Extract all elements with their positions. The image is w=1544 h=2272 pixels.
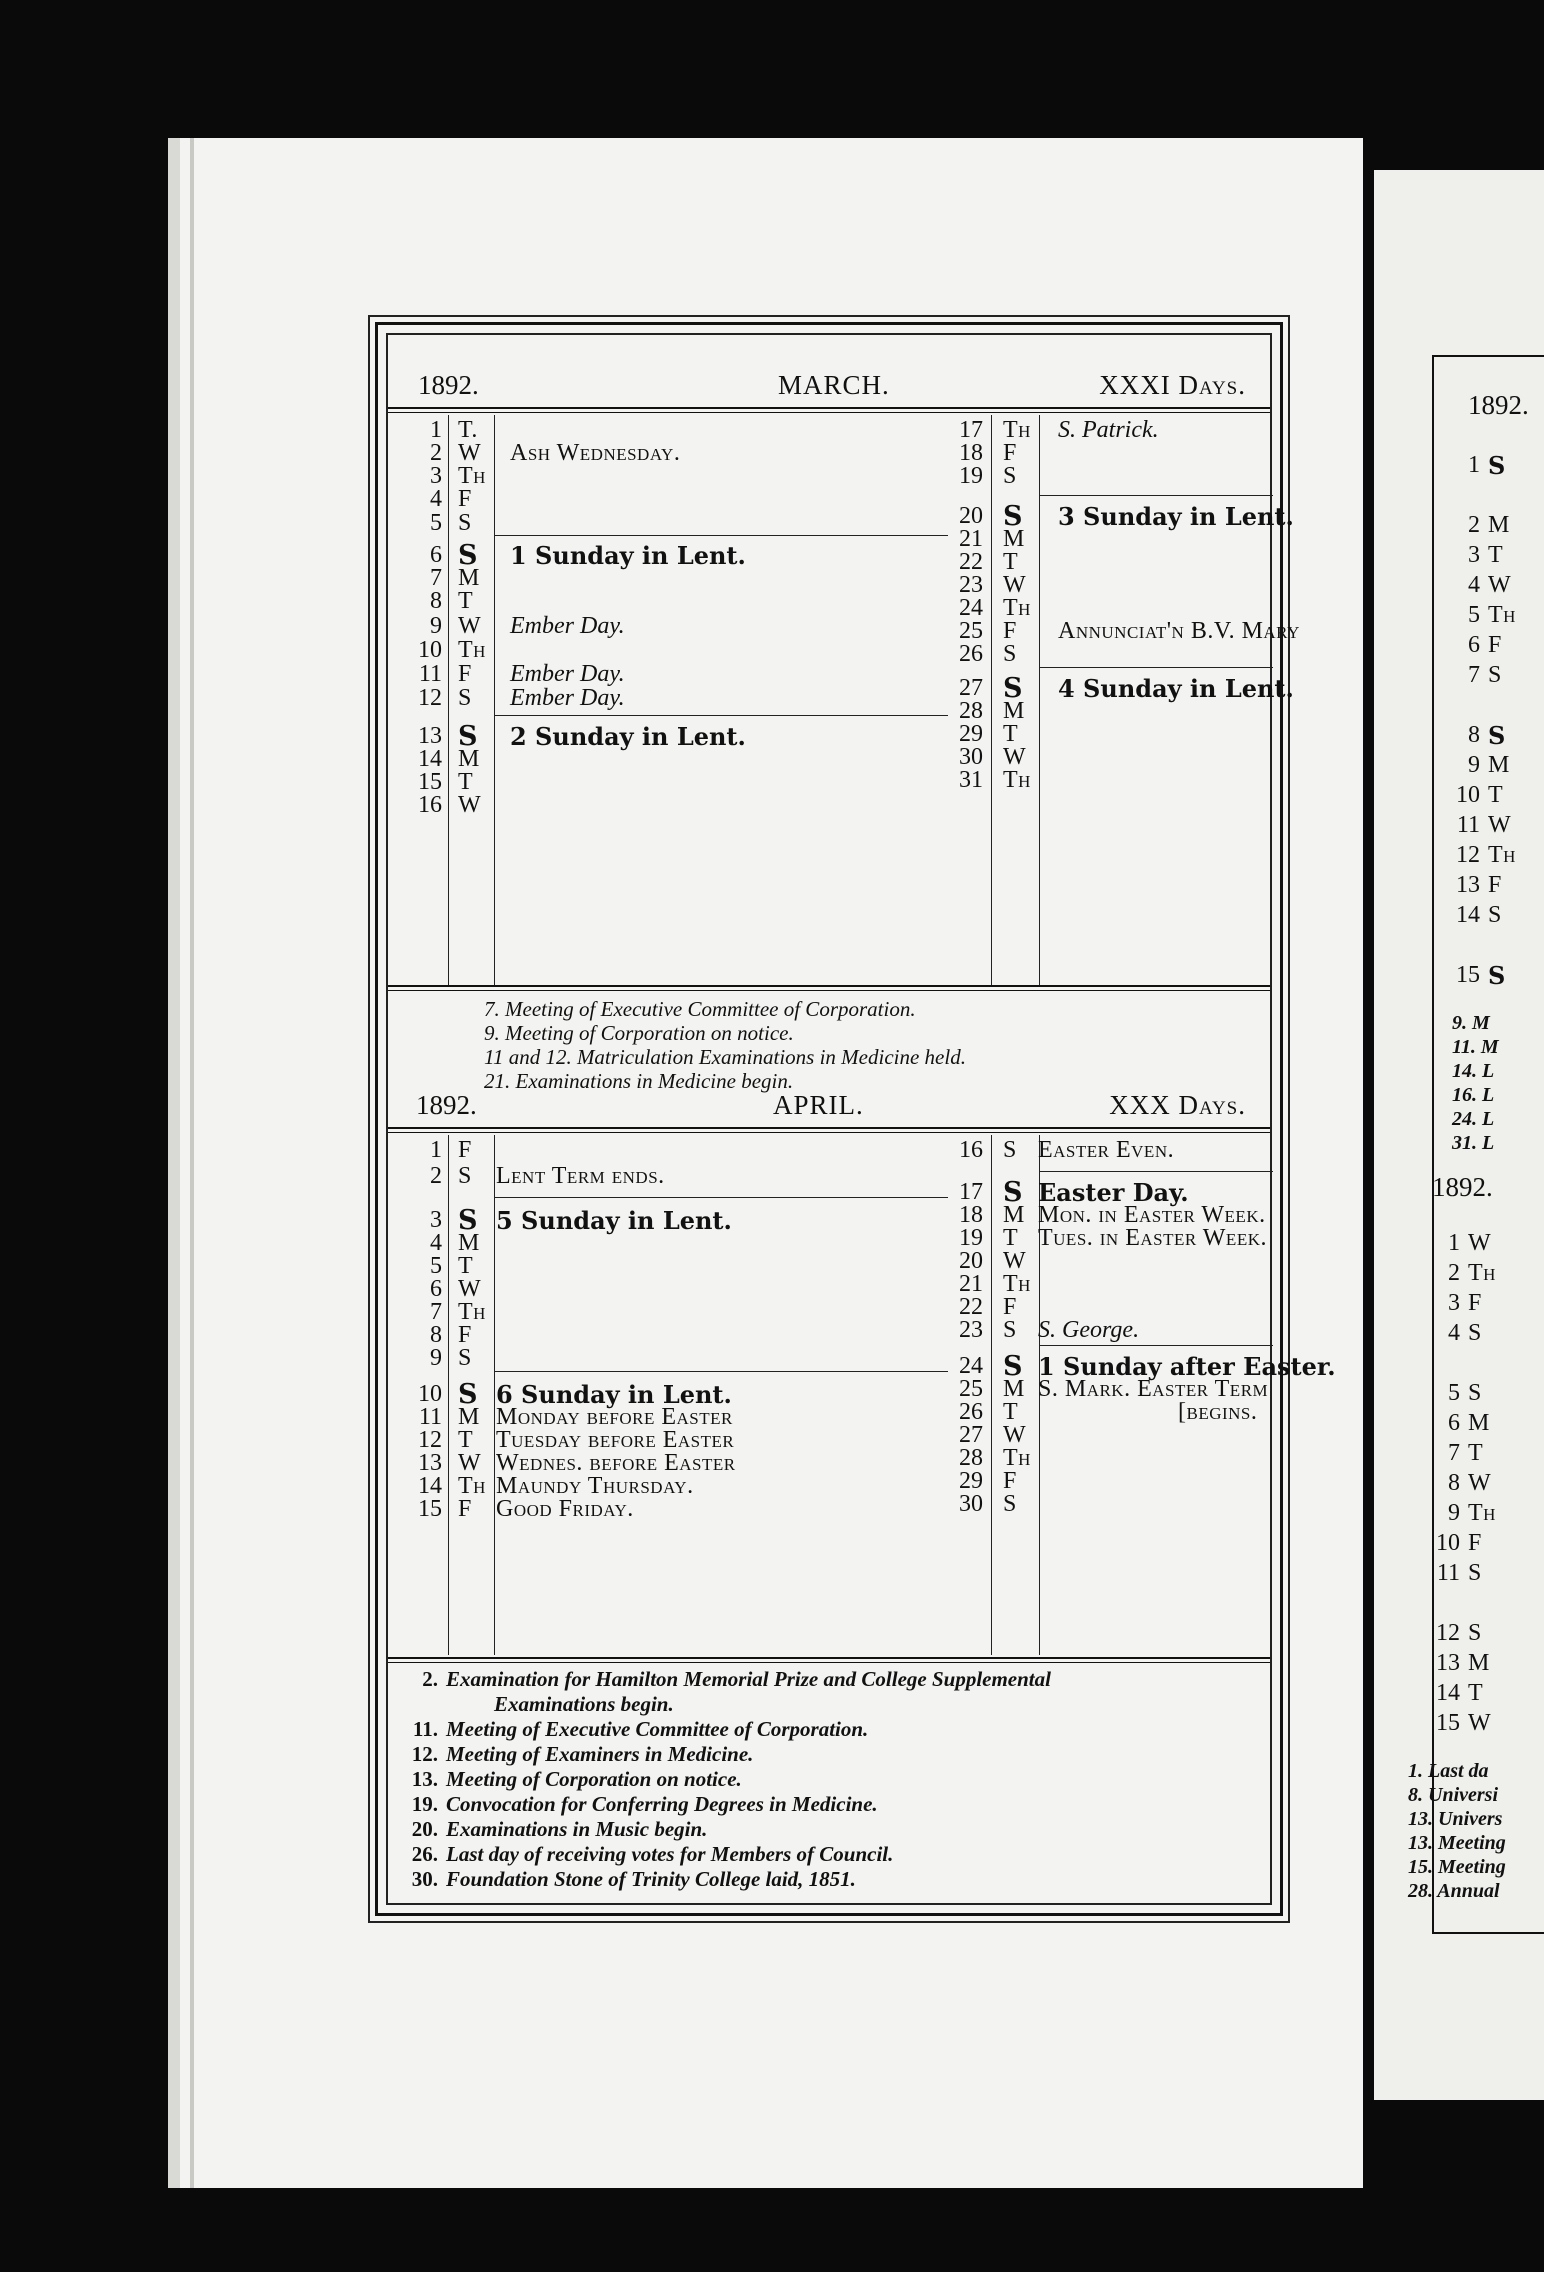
next-page-day-number: 4 xyxy=(1468,572,1480,598)
april-day-row xyxy=(953,1489,1273,1520)
april-note-text: Foundation Stone of Trinity College laid, 1851. xyxy=(446,1867,856,1891)
next-page-weekday: Th xyxy=(1488,842,1516,868)
april-event: 5 Sunday in Lent. xyxy=(496,1206,732,1235)
april-weekday: S xyxy=(458,1345,472,1371)
march-day-number: 2 xyxy=(430,440,442,466)
next-page-year-top: 1892. xyxy=(1468,390,1529,420)
next-page-weekday: W xyxy=(1468,1230,1492,1256)
april-note-number: 11. xyxy=(412,1717,438,1741)
march-day-number: 27 xyxy=(959,675,983,701)
next-page-weekday: S xyxy=(1468,1560,1482,1586)
march-event: Ash Wednesday. xyxy=(510,440,681,466)
april-day-number: 1 xyxy=(430,1137,442,1163)
april-day-number: 23 xyxy=(959,1317,983,1343)
april-days: XXX Days. xyxy=(1109,1090,1246,1120)
march-weekday: T xyxy=(458,588,474,614)
march-day-number: 1 xyxy=(430,417,442,443)
march-weekday: M xyxy=(1003,526,1025,552)
march-day-row xyxy=(953,461,1273,492)
march-header-rule xyxy=(388,407,1270,413)
april-left-half xyxy=(408,1135,948,1655)
april-note xyxy=(392,1792,1051,1817)
march-day-number: 30 xyxy=(959,744,983,770)
march-left-week-rule xyxy=(494,715,948,716)
march-weekday: F xyxy=(458,661,472,687)
april-event: Tuesday before Easter xyxy=(496,1427,735,1453)
next-page-day-number: 9 xyxy=(1468,752,1480,778)
april-note-number: 26. xyxy=(411,1842,438,1866)
april-event: Easter Day. xyxy=(1038,1178,1189,1207)
april-day-number: 6 xyxy=(430,1276,442,1302)
next-page-day-number: 15 xyxy=(1456,962,1480,988)
march-weekday: T xyxy=(1003,549,1019,575)
march-weekday: F xyxy=(458,486,472,512)
april-day-number: 20 xyxy=(959,1248,983,1274)
next-page-weekday: T xyxy=(1488,782,1504,808)
april-weekday: M xyxy=(1003,1376,1025,1402)
next-page-weekday: S xyxy=(1468,1620,1482,1646)
next-page-weekday: Th xyxy=(1488,602,1516,628)
april-weekday: Th xyxy=(1003,1445,1031,1471)
april-day-number: 29 xyxy=(959,1468,983,1494)
march-day-number: 19 xyxy=(959,463,983,489)
march-weekday: T xyxy=(458,769,474,795)
april-weekday: T xyxy=(1003,1399,1019,1425)
next-page-day-number: 3 xyxy=(1468,542,1480,568)
march-weekday: Th xyxy=(1003,417,1031,443)
april-day-number: 11 xyxy=(418,1404,442,1430)
april-event: Maundy Thursday. xyxy=(496,1473,694,1499)
next-page-weekday: W xyxy=(1468,1710,1492,1736)
april-day-row xyxy=(408,1343,948,1374)
next-page-weekday: M xyxy=(1468,1650,1490,1676)
april-weekday: M xyxy=(458,1230,480,1256)
next-page-day-number: 13 xyxy=(1436,1650,1460,1676)
next-page-year-bottom: 1892. xyxy=(1432,1172,1493,1202)
april-note-number: 12. xyxy=(411,1742,438,1766)
april-weekday: S xyxy=(1003,1491,1017,1517)
next-page-weekday: S xyxy=(1468,1320,1482,1346)
march-weekday: Th xyxy=(1003,767,1031,793)
march-event: S. Patrick. xyxy=(1058,417,1159,443)
april-note xyxy=(392,1867,1051,1892)
next-page-note: 9. M xyxy=(1452,1012,1490,1034)
next-page-weekday: S xyxy=(1488,662,1502,688)
april-note xyxy=(392,1717,1051,1742)
next-page-day-number: 1 xyxy=(1468,452,1480,478)
april-event: Lent Term ends. xyxy=(496,1163,665,1189)
march-weekday: Th xyxy=(458,463,486,489)
march-day-number: 5 xyxy=(430,510,442,536)
april-note xyxy=(392,1667,1051,1692)
april-weekday: S xyxy=(1003,1317,1017,1343)
april-notes xyxy=(392,1667,1051,1892)
march-day-number: 23 xyxy=(959,572,983,598)
march-day-number: 6 xyxy=(430,542,442,568)
next-page-day-number: 8 xyxy=(1448,1470,1460,1496)
march-day-number: 16 xyxy=(418,792,442,818)
next-page-day-number: 9 xyxy=(1448,1500,1460,1526)
march-day-number: 29 xyxy=(959,721,983,747)
march-day-number: 28 xyxy=(959,698,983,724)
april-weekday: W xyxy=(458,1276,482,1302)
march-weekday: S xyxy=(1003,641,1017,667)
april-event: S. Mark. Easter Term xyxy=(1038,1376,1269,1402)
april-right-half xyxy=(953,1135,1336,1655)
next-page-weekday: W xyxy=(1468,1470,1492,1496)
march-weekday: M xyxy=(1003,698,1025,724)
april-note-number: 30. xyxy=(411,1867,438,1891)
april-day-number: 30 xyxy=(959,1491,983,1517)
calendar-frame xyxy=(375,322,1336,1916)
march-day-number: 17 xyxy=(959,417,983,443)
march-left-half xyxy=(408,415,948,985)
april-day-number: 16 xyxy=(959,1137,983,1163)
march-weekday: S xyxy=(1003,673,1023,704)
next-page-day-number: 15 xyxy=(1436,1710,1460,1736)
april-note-text: Meeting of Corporation on notice. xyxy=(446,1767,742,1791)
april-weekday: Th xyxy=(458,1299,486,1325)
april-year: 1892. xyxy=(416,1090,477,1120)
april-day-number: 26 xyxy=(959,1399,983,1425)
march-event: 2 Sunday in Lent. xyxy=(510,722,746,751)
march-weekday: W xyxy=(1003,572,1027,598)
april-day-number: 10 xyxy=(418,1381,442,1407)
march-weekday: Th xyxy=(458,637,486,663)
next-page-weekday: S xyxy=(1488,961,1506,990)
next-page-weekday: F xyxy=(1468,1530,1482,1556)
next-page-weekday: W xyxy=(1488,572,1512,598)
march-weekday: S xyxy=(458,510,472,536)
march-weekday: S xyxy=(1003,463,1017,489)
april-day-number: 2 xyxy=(430,1163,442,1189)
march-right-half xyxy=(953,415,1300,985)
next-page-day-number: 11 xyxy=(1456,812,1480,838)
march-event: Annunciat'n B.V. Mary xyxy=(1058,618,1300,644)
march-day-number: 4 xyxy=(430,486,442,512)
march-weekday: W xyxy=(458,613,482,639)
march-header xyxy=(388,363,1270,405)
march-event: 1 Sunday in Lent. xyxy=(510,541,746,570)
march-day-row xyxy=(408,508,948,539)
april-day-number: 12 xyxy=(418,1427,442,1453)
april-weekday: F xyxy=(458,1137,472,1163)
next-page-note: 13. Meeting xyxy=(1408,1832,1506,1854)
next-page-note: 24. L xyxy=(1452,1108,1495,1130)
next-page-weekday: F xyxy=(1488,632,1502,658)
next-page-note: 1. Last da xyxy=(1408,1760,1489,1782)
next-page-weekday: Th xyxy=(1468,1260,1496,1286)
april-calendar xyxy=(388,1135,1336,1655)
next-page-weekday: W xyxy=(1488,812,1512,838)
april-day-number: 24 xyxy=(959,1353,983,1379)
april-day-number: 8 xyxy=(430,1322,442,1348)
april-note-text: Convocation for Conferring Degrees in Medicine. xyxy=(446,1792,878,1816)
april-weekday: F xyxy=(458,1496,472,1522)
march-day-number: 21 xyxy=(959,526,983,552)
next-page-weekday: T xyxy=(1488,542,1504,568)
april-right-week-rule xyxy=(1039,1171,1273,1172)
next-page-day-number: 5 xyxy=(1468,602,1480,628)
april-weekday: T xyxy=(458,1427,474,1453)
next-page-note: 14. L xyxy=(1452,1060,1495,1082)
next-page-weekday: M xyxy=(1488,512,1510,538)
april-weekday: T xyxy=(1003,1225,1019,1251)
march-calendar xyxy=(388,415,1300,985)
april-day-number: 28 xyxy=(959,1445,983,1471)
april-day-number: 3 xyxy=(430,1207,442,1233)
april-header-rule xyxy=(388,1127,1270,1133)
next-page-day-number: 7 xyxy=(1468,662,1480,688)
march-note: 9. Meeting of Corporation on notice. xyxy=(484,1021,794,1045)
march-weekday: M xyxy=(458,746,480,772)
april-day-number: 22 xyxy=(959,1294,983,1320)
april-note xyxy=(392,1817,1051,1842)
march-days: XXXI Days. xyxy=(1099,370,1246,400)
april-note-number: 20. xyxy=(411,1817,438,1841)
april-weekday: W xyxy=(1003,1248,1027,1274)
march-event: Ember Day. xyxy=(510,661,625,687)
april-event: Tues. in Easter Week. xyxy=(1038,1225,1267,1251)
march-day-number: 22 xyxy=(959,549,983,575)
next-page-note: 11. M xyxy=(1452,1036,1499,1058)
april-day-number: 15 xyxy=(418,1496,442,1522)
march-weekday: F xyxy=(1003,440,1017,466)
april-month: APRIL. xyxy=(773,1090,864,1120)
march-weekday: M xyxy=(458,565,480,591)
next-page-day-number: 1 xyxy=(1448,1230,1460,1256)
april-day-row xyxy=(953,1315,1273,1346)
april-event: Mon. in Easter Week. xyxy=(1038,1202,1266,1228)
next-page-day-number: 8 xyxy=(1468,722,1480,748)
april-day-row xyxy=(408,1494,948,1525)
april-weekday: T xyxy=(458,1253,474,1279)
april-note-text: Last day of receiving votes for Members of Council. xyxy=(446,1842,894,1866)
march-year: 1892. xyxy=(418,370,479,400)
april-weekday: S xyxy=(1003,1137,1017,1163)
next-page-weekday: S xyxy=(1468,1380,1482,1406)
march-day-number: 7 xyxy=(430,565,442,591)
april-day-number: 9 xyxy=(430,1345,442,1371)
march-weekday: Th xyxy=(1003,595,1031,621)
march-day-number: 14 xyxy=(418,746,442,772)
next-page-weekday: M xyxy=(1488,752,1510,778)
march-event: Ember Day. xyxy=(510,685,625,711)
april-day-number: 4 xyxy=(430,1230,442,1256)
march-weekday: W xyxy=(1003,744,1027,770)
april-event: Easter Even. xyxy=(1038,1137,1175,1163)
next-page-day-number: 10 xyxy=(1436,1530,1460,1556)
april-event: 6 Sunday in Lent. xyxy=(496,1380,732,1409)
march-day-number: 13 xyxy=(418,723,442,749)
april-weekday: S xyxy=(458,1379,478,1410)
april-note-text: Examinations in Music begin. xyxy=(446,1817,708,1841)
march-day-row xyxy=(953,765,1273,796)
april-day-number: 5 xyxy=(430,1253,442,1279)
april-note xyxy=(392,1742,1051,1767)
march-day-row xyxy=(953,639,1273,670)
april-note xyxy=(392,1842,1051,1867)
next-page-day-number: 12 xyxy=(1436,1620,1460,1646)
march-day-number: 26 xyxy=(959,641,983,667)
april-event: S. George. xyxy=(1038,1317,1140,1343)
march-day-number: 15 xyxy=(418,769,442,795)
april-event: Good Friday. xyxy=(496,1496,634,1522)
next-page-day-number: 14 xyxy=(1436,1680,1460,1706)
march-bottom-rule xyxy=(388,985,1270,991)
next-page-day-number: 6 xyxy=(1448,1410,1460,1436)
april-note-text: Examinations begin. xyxy=(494,1692,674,1716)
april-bottom-rule xyxy=(388,1657,1270,1663)
april-weekday: S xyxy=(458,1163,472,1189)
next-page-weekday: Th xyxy=(1468,1500,1496,1526)
april-day-row xyxy=(953,1135,1273,1166)
april-weekday: M xyxy=(1003,1202,1025,1228)
next-page-day-number: 5 xyxy=(1448,1380,1460,1406)
april-note xyxy=(392,1692,1051,1717)
next-page-day-number: 13 xyxy=(1456,872,1480,898)
calendar-inner-border xyxy=(386,333,1336,1905)
next-page-day-number: 11 xyxy=(1436,1560,1460,1586)
march-day-number: 10 xyxy=(418,637,442,663)
next-page-day-number: 6 xyxy=(1468,632,1480,658)
next-page-weekday: M xyxy=(1468,1410,1490,1436)
next-page-day-number: 4 xyxy=(1448,1320,1460,1346)
march-event: 3 Sunday in Lent. xyxy=(1058,502,1294,531)
next-page-weekday: S xyxy=(1488,451,1506,480)
april-day-row xyxy=(408,1161,948,1192)
april-weekday: F xyxy=(458,1322,472,1348)
march-day-number: 24 xyxy=(959,595,983,621)
next-page-weekday: S xyxy=(1488,902,1502,928)
march-day-number: 3 xyxy=(430,463,442,489)
next-page-note: 28. Annual xyxy=(1408,1880,1500,1902)
march-day-number: 11 xyxy=(418,661,442,687)
march-day-number: 18 xyxy=(959,440,983,466)
april-weekday: S xyxy=(1003,1177,1023,1208)
april-day-number: 14 xyxy=(418,1473,442,1499)
april-weekday: M xyxy=(458,1404,480,1430)
march-note: 7. Meeting of Executive Committee of Corporation. xyxy=(484,997,916,1021)
april-event: Monday before Easter xyxy=(496,1404,733,1430)
april-weekday: F xyxy=(1003,1468,1017,1494)
next-page-day-number: 10 xyxy=(1456,782,1480,808)
next-page-note: 31. L xyxy=(1452,1132,1495,1154)
march-right-week-rule xyxy=(1039,495,1273,496)
april-weekday: W xyxy=(458,1450,482,1476)
march-event: Ember Day. xyxy=(510,613,625,639)
april-day-number: 21 xyxy=(959,1271,983,1297)
march-weekday: T xyxy=(1003,721,1019,747)
march-note: 11 and 12. Matriculation Examinations in Medicine held. xyxy=(484,1045,966,1069)
next-page-weekday: T xyxy=(1468,1680,1484,1706)
april-left-week-rule xyxy=(494,1197,948,1198)
march-note: 21. Examinations in Medicine begin. xyxy=(484,1069,794,1093)
march-weekday: F xyxy=(1003,618,1017,644)
march-weekday: S xyxy=(458,721,478,752)
next-page-note: 16. L xyxy=(1452,1084,1495,1106)
next-page-weekday: F xyxy=(1488,872,1502,898)
next-page-day-number: 14 xyxy=(1456,902,1480,928)
april-weekday: Th xyxy=(458,1473,486,1499)
march-weekday: W xyxy=(458,440,482,466)
march-notes xyxy=(484,997,966,1093)
next-page-weekday: F xyxy=(1468,1290,1482,1316)
april-note xyxy=(392,1767,1051,1792)
april-note-text: Meeting of Executive Committee of Corporation. xyxy=(446,1717,869,1741)
april-day-number: 27 xyxy=(959,1422,983,1448)
april-note-text: Meeting of Examiners in Medicine. xyxy=(446,1742,754,1766)
april-day-number: 25 xyxy=(959,1376,983,1402)
march-day-number: 9 xyxy=(430,613,442,639)
april-weekday: S xyxy=(458,1205,478,1236)
april-note-number: 19. xyxy=(411,1792,438,1816)
march-day-row xyxy=(408,683,948,714)
next-page-note: 13. Univers xyxy=(1408,1808,1503,1830)
april-event: 1 Sunday after Easter. xyxy=(1038,1352,1336,1381)
march-day-number: 8 xyxy=(430,588,442,614)
april-day-number: 18 xyxy=(959,1202,983,1228)
next-page-note: 15. Meeting xyxy=(1408,1856,1506,1878)
next-page-day-number: 2 xyxy=(1448,1260,1460,1286)
next-page-day-number: 2 xyxy=(1468,512,1480,538)
march-day-row xyxy=(408,790,948,821)
april-day-number: 17 xyxy=(959,1179,983,1205)
april-day-number: 13 xyxy=(418,1450,442,1476)
april-event: [begins. xyxy=(1178,1399,1258,1425)
next-page-weekday: T xyxy=(1468,1440,1484,1466)
april-note-number: 2. xyxy=(422,1667,438,1691)
next-page-day-number: 12 xyxy=(1456,842,1480,868)
april-day-number: 19 xyxy=(959,1225,983,1251)
next-page-day-number: 3 xyxy=(1448,1290,1460,1316)
april-weekday: W xyxy=(1003,1422,1027,1448)
april-event: Wednes. before Easter xyxy=(496,1450,736,1476)
march-weekday: T. xyxy=(458,417,478,443)
april-weekday: S xyxy=(1003,1351,1023,1382)
next-page-weekday: S xyxy=(1488,721,1506,750)
april-note-number: 13. xyxy=(411,1767,438,1791)
march-weekday: S xyxy=(1003,501,1023,532)
april-header xyxy=(388,1083,1270,1125)
april-day-number: 7 xyxy=(430,1299,442,1325)
april-weekday: F xyxy=(1003,1294,1017,1320)
march-day-number: 31 xyxy=(959,767,983,793)
april-weekday: Th xyxy=(1003,1271,1031,1297)
march-weekday: S xyxy=(458,540,478,571)
march-event: 4 Sunday in Lent. xyxy=(1058,674,1294,703)
march-day-number: 25 xyxy=(959,618,983,644)
march-day-number: 12 xyxy=(418,685,442,711)
next-page-day-number: 7 xyxy=(1448,1440,1460,1466)
march-month: MARCH. xyxy=(778,370,890,400)
april-note-text: Examination for Hamilton Memorial Prize and College Supplemental xyxy=(446,1667,1051,1691)
next-page-note: 8. Universi xyxy=(1408,1784,1498,1806)
march-day-number: 20 xyxy=(959,503,983,529)
march-weekday: W xyxy=(458,792,482,818)
march-weekday: S xyxy=(458,685,472,711)
